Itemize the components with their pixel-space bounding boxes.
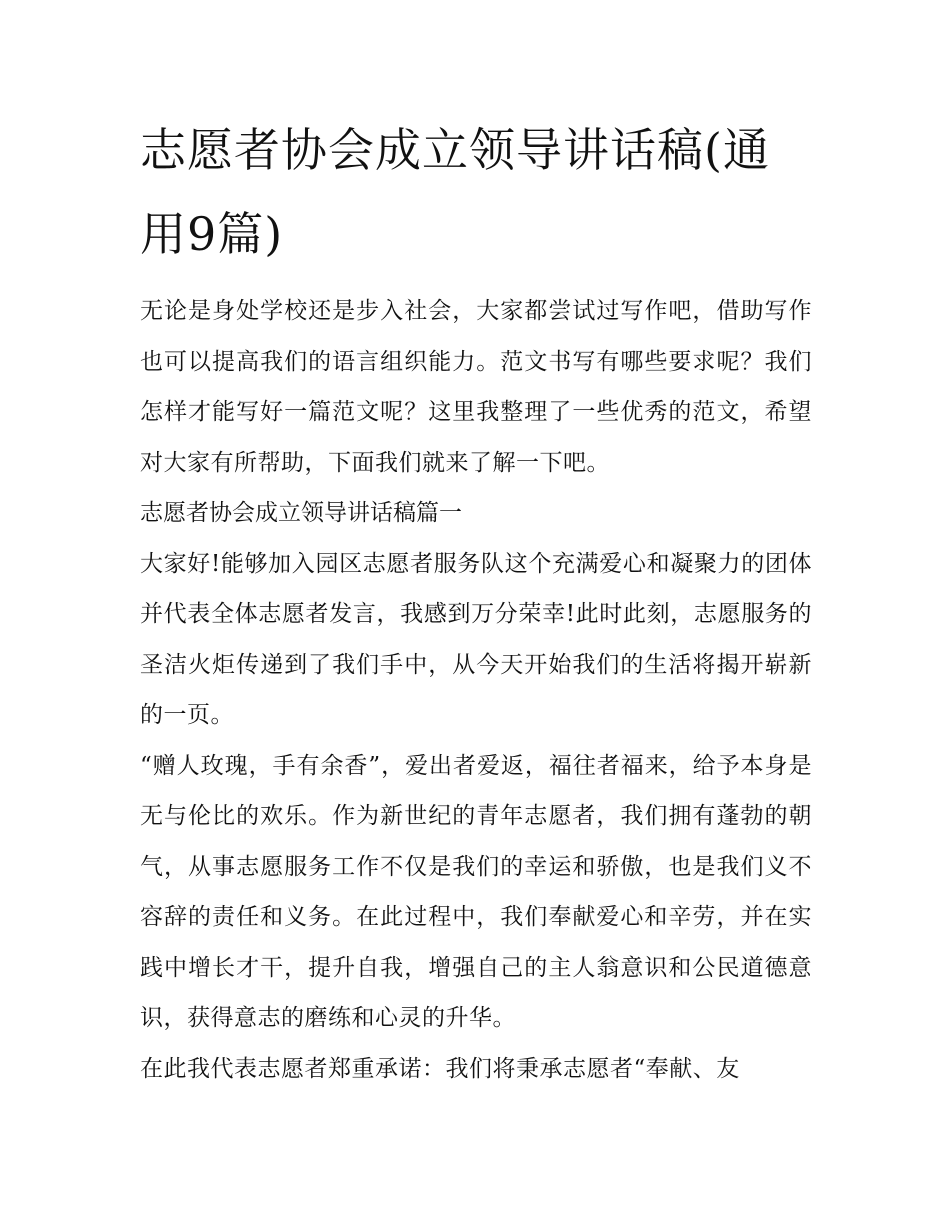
document-title: 志愿者协会成立领导讲话稿(通用9篇) <box>140 123 770 261</box>
body-paragraph-3: 在此我代表志愿者郑重承诺：我们将秉承志愿者“奉献、友 <box>140 1055 740 1082</box>
section-heading: 志愿者协会成立领导讲话稿篇一 <box>140 500 462 526</box>
document-page <box>140 108 812 1094</box>
body-paragraph-2: “赠人玫瑰，手有余香”，爱出者爱返，福往者福来，给予本身是无与伦比的欢乐。作为新世纪的青年志愿者，我们拥有蓬勃的朝气，从事志愿服务工作不仅是我们的幸运和骄傲，也是我们义不容辞的责任和义务。在此过程中，我们奉献爱心和辛劳，并在实践中增长才干，提升自我，增强自己的主人翁意识和公民道德意识，获得意志的磨练和心灵的升华。 <box>140 752 812 1031</box>
intro-paragraph: 无论是身处学校还是步入社会，大家都尝试过写作吧，借助写作也可以提高我们的语言组织能力。范文书写有哪些要求呢？我们怎样才能写好一篇范文呢？这里我整理了一些优秀的范文，希望对大家有所帮助，下面我们就来了解一下吧。 <box>140 298 812 476</box>
body-paragraph-1: 大家好!能够加入园区志愿者服务队这个充满爱心和凝聚力的团体并代表全体志愿者发言，我感到万分荣幸!此时此刻，志愿服务的圣洁火炬传递到了我们手中，从今天开始我们的生活将揭开崭新的一页。 <box>140 550 812 728</box>
